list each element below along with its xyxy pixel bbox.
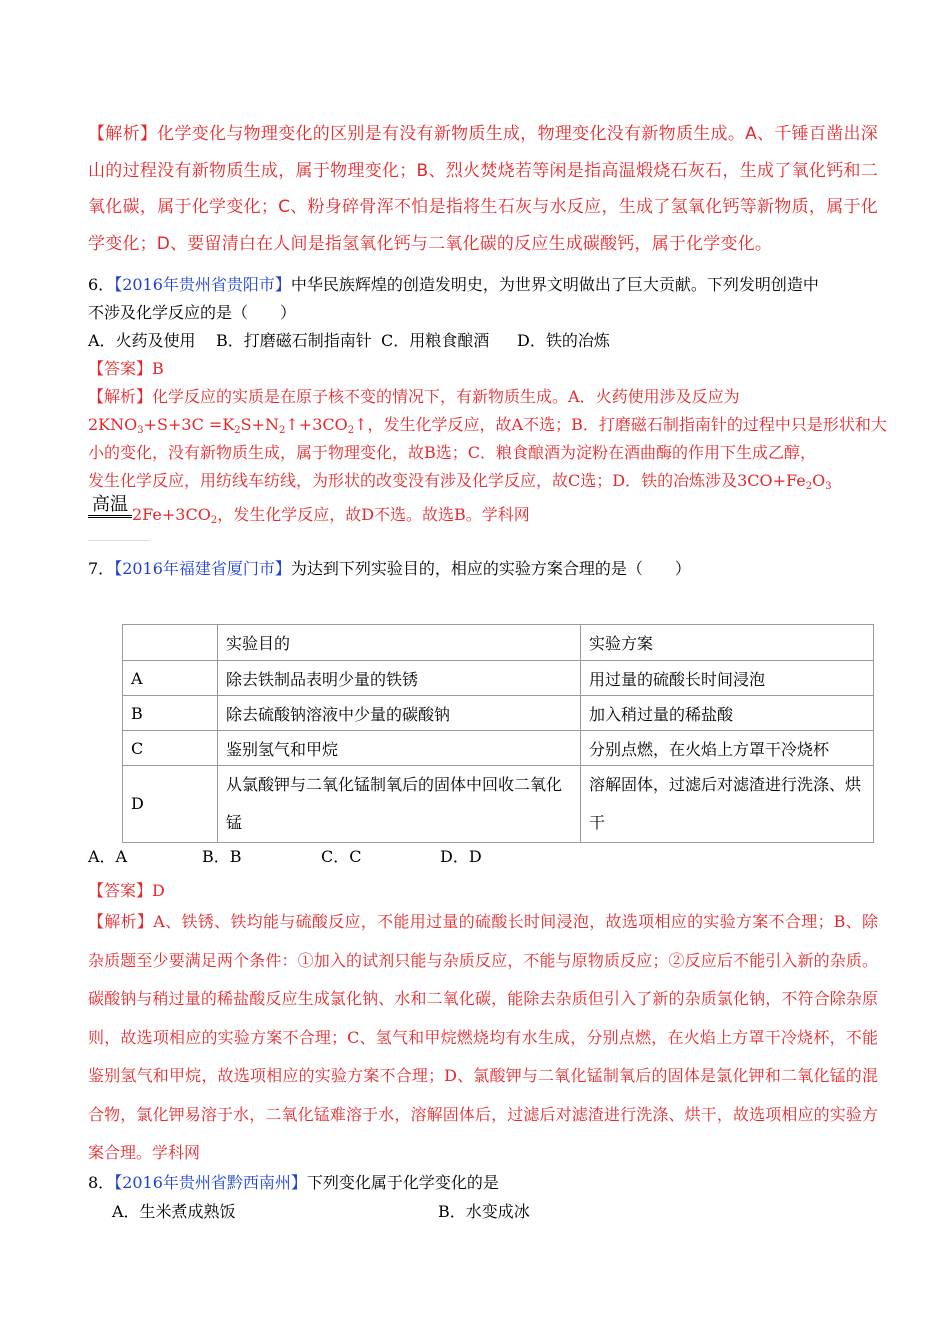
q7-answer: 【答案】D xyxy=(88,881,165,900)
q8-options xyxy=(112,1199,530,1222)
q6-source: 【2016年贵州省贵阳市】 xyxy=(114,275,291,294)
eq-part: ，发生化学反应，故D不选。故选B。学科网 xyxy=(217,505,530,524)
q8-option-b: B．水变成冰 xyxy=(438,1202,530,1221)
q6-exp-line4 xyxy=(88,468,832,491)
eq-sub: 3 xyxy=(825,481,832,492)
table-row xyxy=(123,766,874,843)
q7-option-a: A．A xyxy=(88,847,128,866)
q8-option-a: A．生米煮成熟饭 xyxy=(112,1202,236,1221)
q7-explanation xyxy=(88,903,878,1173)
q6-number: 6． xyxy=(88,275,115,294)
q7-stem-text: 为达到下列实验目的，相应的实验方案合理的是（ ） xyxy=(290,559,691,578)
table-cell: A xyxy=(123,661,218,696)
q6-option-a: A．火药及使用 xyxy=(88,331,196,350)
table-cell: 从氯酸钾与二氧化锰制氧后的固体中回收二氧化锰 xyxy=(218,766,581,843)
table-cell: D xyxy=(123,766,218,843)
table-cell: 溶解固体，过滤后对滤渣进行洗涤、烘干 xyxy=(581,766,874,843)
table-cell: B xyxy=(123,696,218,731)
table-header-cell: 实验方案 xyxy=(581,625,874,661)
q8-stem xyxy=(88,1170,499,1193)
divider xyxy=(88,540,150,541)
q6-exp-text2: ↑，发生化学反应，故A不选；B．打磨磁石制指南针的过程中只是形状和大 xyxy=(354,415,887,434)
q6-options xyxy=(88,328,610,351)
eq-sub: 3 xyxy=(137,425,144,436)
eq-sub: 2 xyxy=(347,425,355,436)
q6-exp-text5 xyxy=(132,505,530,524)
q6-stem-line2: 不涉及化学反应的是（ ） xyxy=(88,303,297,322)
eq-part: O xyxy=(812,471,826,490)
table-row xyxy=(123,696,874,731)
eq-part: 2Fe+3CO xyxy=(132,505,211,524)
q7-option-d: D．D xyxy=(440,847,482,866)
intro-text: 化学变化与物理变化的区别是有没有新物质生成，物理变化没有新物质生成。A、千锤百凿出深山的过程没有新物质生成，属于物理变化；B、烈火焚烧若等闲是指高温煅烧石灰石，生成了氧化钙和二氧化碳，属于化学变化；C、粉身碎骨浑不怕是指将生石灰与水反应，生成了氢氧化钙等新物质，属于化学变化；D、要留清白在人间是指氢氧化钙与二氧化碳的反应生成碳酸钙，属于化学变化。 xyxy=(88,124,878,254)
intro-explanation xyxy=(88,116,878,262)
q6-exp-text1: 化学反应的实质是在原子核不变的情况下，有新物质生成。A．火药使用涉及反应为 xyxy=(152,387,740,406)
q6-stem-line1 xyxy=(88,272,819,295)
table-cell: 分别点燃，在火焰上方罩干冷烧杯 xyxy=(581,731,874,766)
q6-exp-text4: 发生化学反应，用纺线车纺线，为形状的改变没有涉及化学反应，故C选；D．铁的冶炼涉及3CO+Fe xyxy=(88,471,806,490)
experiment-table xyxy=(122,624,874,843)
q8-source: 【2016年贵州省黔西南州】 xyxy=(114,1173,307,1192)
table-cell: 加入稍过量的稀盐酸 xyxy=(581,696,874,731)
table-cell: 除去铁制品表明少量的铁锈 xyxy=(218,661,581,696)
table-cell: 鉴别氢气和甲烷 xyxy=(218,731,581,766)
q7-option-b: B．B xyxy=(202,847,242,866)
eq-sub: 2 xyxy=(279,425,286,436)
q7-stem xyxy=(88,556,691,579)
q7-exp-text: A、铁锈、铁均能与硫酸反应，不能用过量的硫酸长时间浸泡，故选项相应的实验方案不合理；B、除杂质题至少要满足两个条件：①加入的试剂只能与杂质反应，不能与原物质反应；②反应后不能引入新的杂质。碳酸钠与稍过量的稀盐酸反应生成氯化钠、水和二氧化碳，能除去杂质但引入了新的杂质氯化钠，不符合除杂原则，故选项相应的实验方案不合理；C、氢气和甲烷燃烧均有水生成，分别点燃，在火焰上方罩干冷烧杯，不能鉴别氢气和甲烷，故选项相应的实验方案不合理；D、氯酸钾与二氧化锰制氧后的固体是氯化钾和二氧化锰的混合物，氯化钾易溶于水，二氧化锰难溶于水，溶解固体后，过滤后对滤渣进行洗涤、烘干，故选项相应的实验方案合理。学科网 xyxy=(88,912,878,1162)
table-row xyxy=(123,661,874,696)
q6-exp-line5 xyxy=(88,492,530,526)
table-cell: 用过量的硫酸长时间浸泡 xyxy=(581,661,874,696)
q6-exp-line2 xyxy=(88,412,887,435)
table-header-row xyxy=(123,625,874,661)
eq-part: S+N xyxy=(240,415,280,434)
q7-option-c: C．C xyxy=(321,847,362,866)
q6-exp-line3: 小的变化，没有新物质生成，属于物理变化，故B选；C．粮食酿酒为淀粉在酒曲酶的作用下生成乙醇， xyxy=(88,443,817,462)
q7-options xyxy=(88,844,482,867)
table-cell: 除去硫酸钠溶液中少量的碳酸钠 xyxy=(218,696,581,731)
q7-source: 【2016年福建省厦门市】 xyxy=(114,559,291,578)
eq-part: +S+3C =K xyxy=(143,415,235,434)
eq-sub: 2 xyxy=(234,425,241,436)
q6-exp-line1 xyxy=(88,384,740,407)
eq-sub: 2 xyxy=(210,515,218,526)
eq-part: 2KNO xyxy=(88,415,138,434)
eq-sub: 2 xyxy=(805,481,813,492)
q8-number: 8． xyxy=(88,1173,115,1192)
table-cell: C xyxy=(123,731,218,766)
q6-option-c: C．用粮食酿酒 xyxy=(381,331,490,350)
reaction-condition: 高温 xyxy=(88,495,132,518)
q6-option-d: D．铁的冶炼 xyxy=(517,331,610,350)
q6-answer: 【答案】B xyxy=(88,359,164,378)
q8-stem-text: 下列变化属于化学变化的是 xyxy=(306,1173,499,1192)
table-header-cell xyxy=(123,625,218,661)
intro-tag: 【解析】 xyxy=(88,124,158,144)
q6-option-b: B．打磨磁石制指南针 xyxy=(216,331,372,350)
table-row xyxy=(123,731,874,766)
q7-exp-tag: 【解析】 xyxy=(88,912,154,931)
q7-number: 7． xyxy=(88,559,115,578)
eq-part: ↑+3CO xyxy=(285,415,348,434)
q6-exp-tag: 【解析】 xyxy=(88,387,153,406)
q6-stem1: 中华民族辉煌的创造发明史，为世界文明做出了巨大贡献。下列发明创造中 xyxy=(290,275,819,294)
table-header-cell: 实验目的 xyxy=(218,625,581,661)
